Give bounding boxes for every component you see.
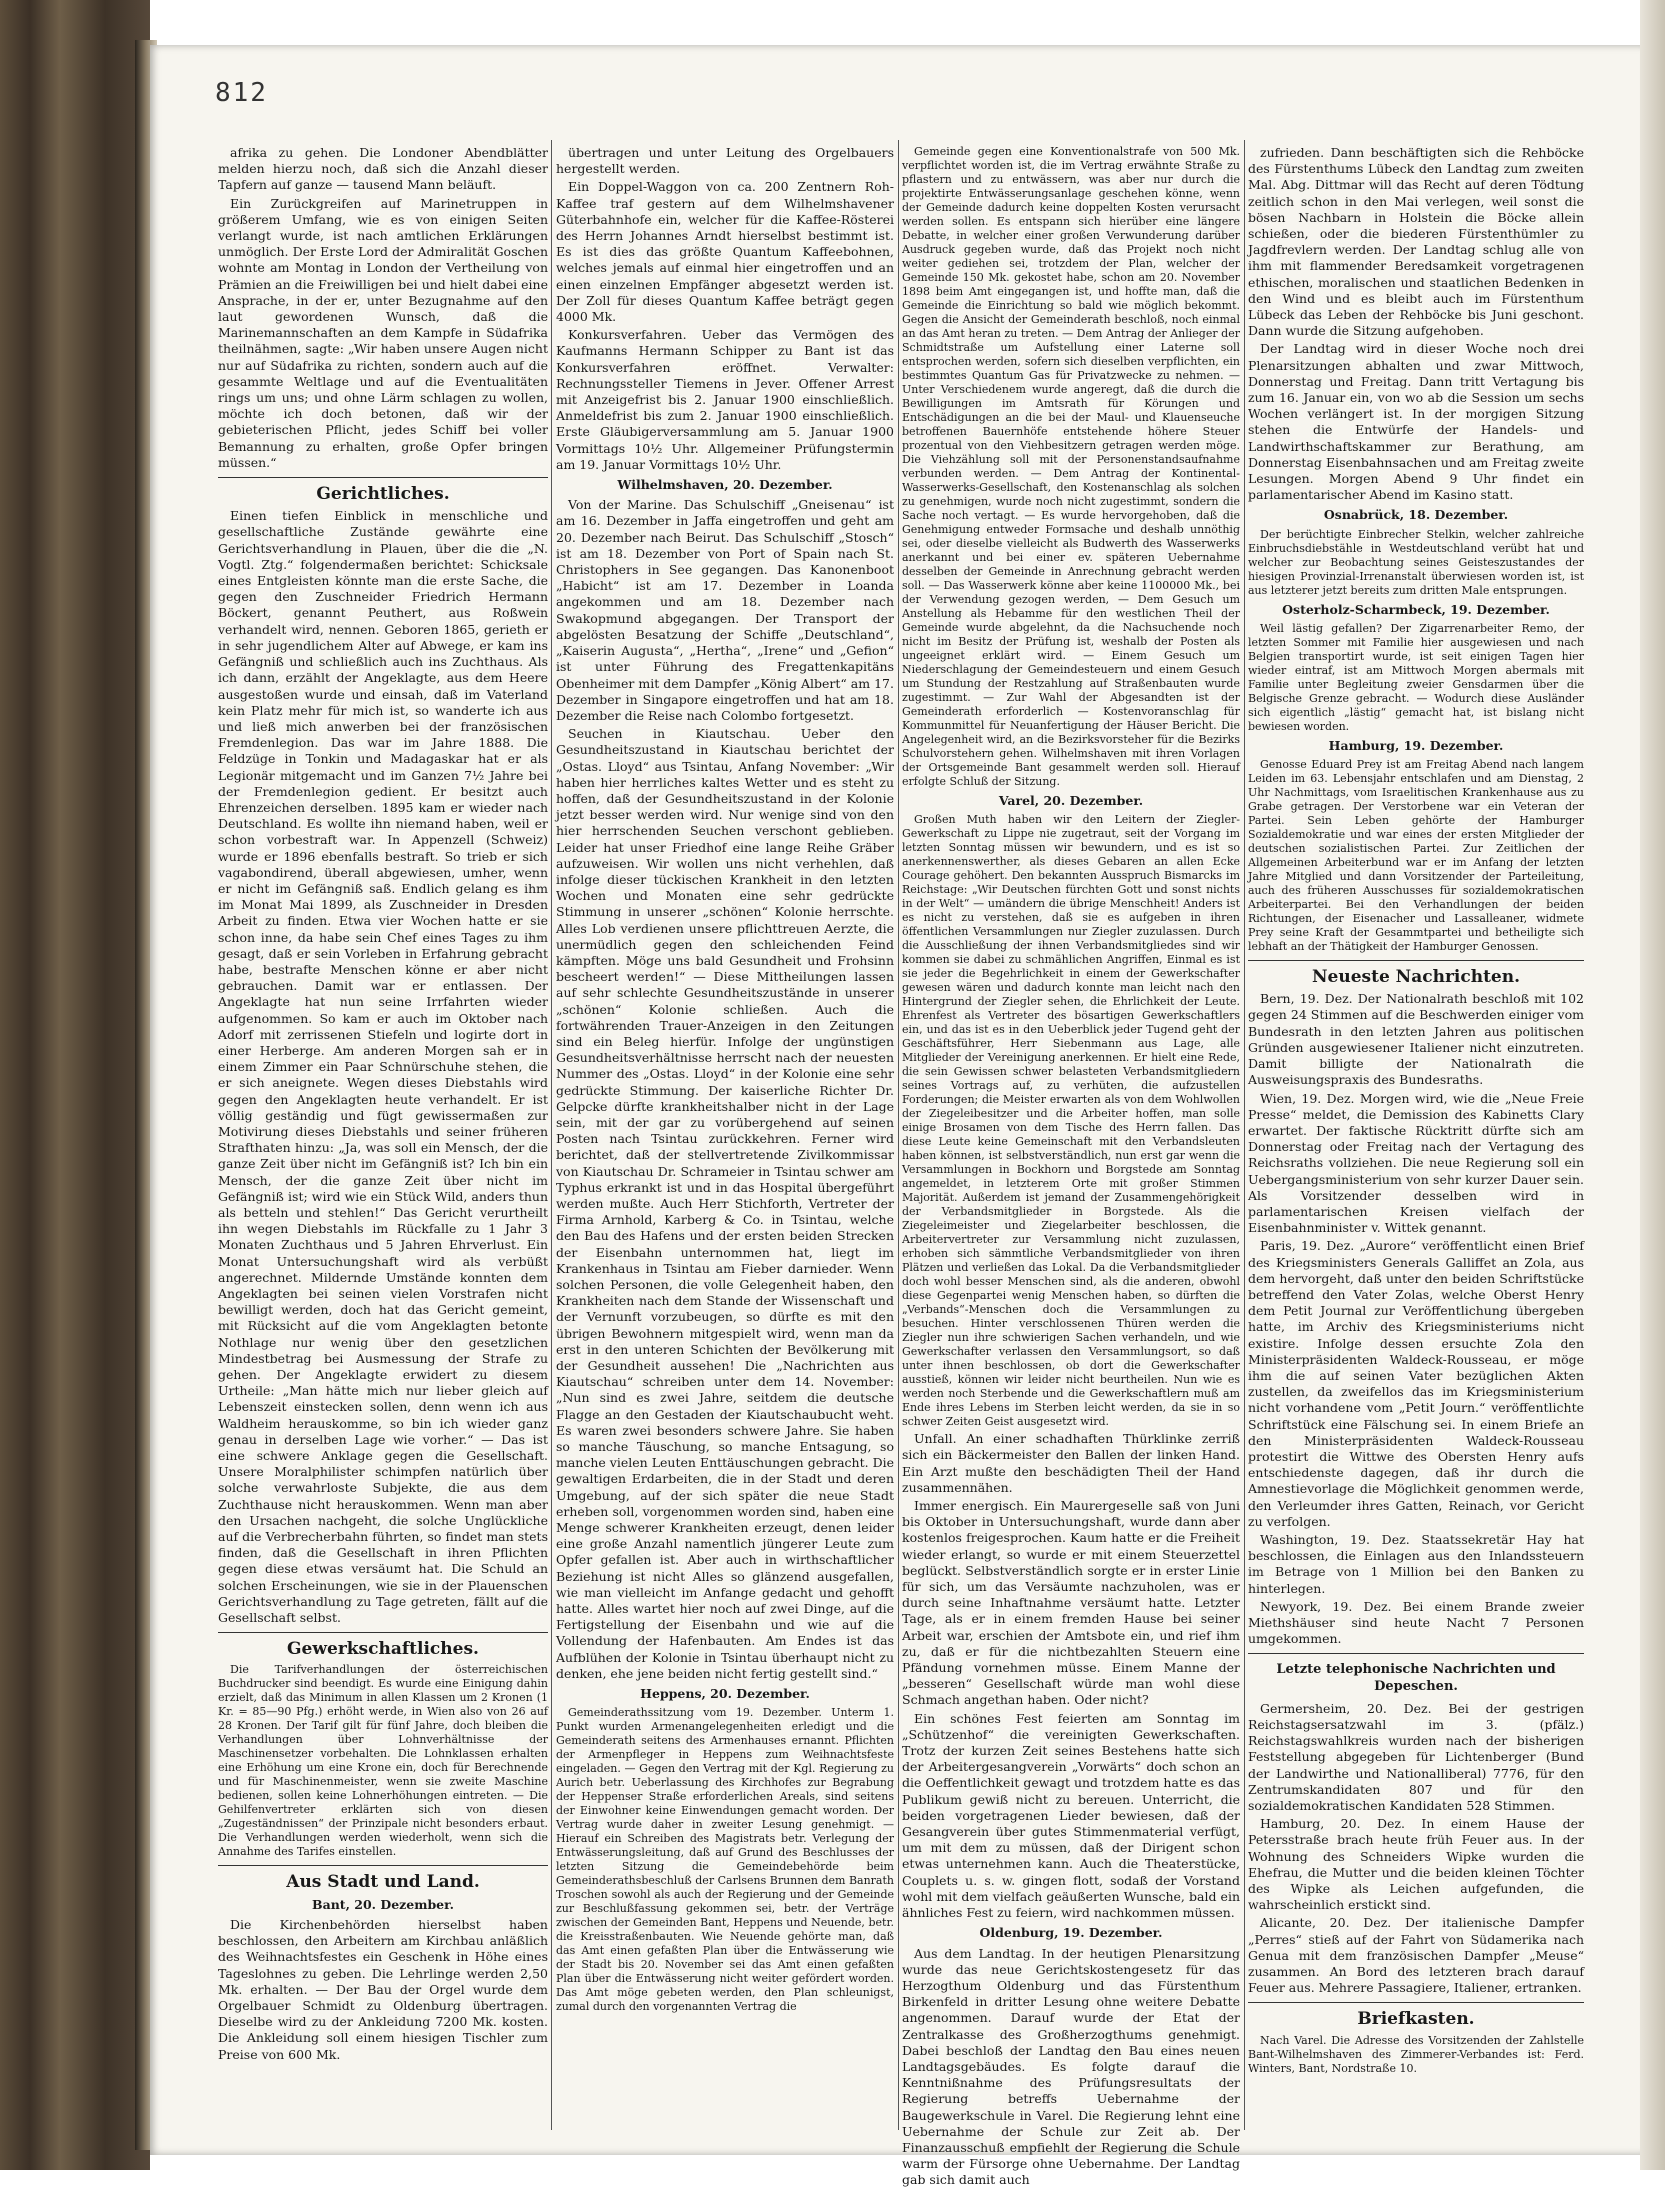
- column-3: [902, 145, 1240, 2188]
- section-heading: Gerichtliches.: [316, 484, 450, 505]
- article-text: übertragen und unter Leitung des Orgelbauers hergestellt werden.: [556, 145, 894, 177]
- column-2: [556, 145, 894, 2130]
- page-edge: [1640, 0, 1665, 2170]
- article-text: Ein Doppel-Waggon von ca. 200 Zentnern Roh-Kaffee traf gestern auf dem Wilhelmshavener Güterbahnhofe ein, welcher für die Kaffee-Rösterei des Herrn Johannes Arndt hierselbst bestimmt ist. Es ist dies das größte Quantum Kaffeebohnen, welches jemals auf einmal hier eingetroffen und an einen einzelnen Empfänger abgesetzt werden ist. Der Zoll für dieses Quantum Kaffee beträgt gegen 4000 Mk.: [556, 179, 894, 325]
- dateline: Osnabrück, 18. Dezember.: [1323, 507, 1509, 523]
- article-text: Die Kirchenbehörden hierselbst haben beschlossen, den Arbeitern am Kirchbau anläßlich des Weihnachtsfestes ein Geschenk in Höhe eines Tageslohnes zu geben. Die Lehrlinge werden 2,50 Mk. erhalten. — Der Bau der Orgel wurde dem Orgelbauer Schmidt zu Oldenburg übertragen. Dieselbe wird zu der Ankleidung 7200 Mk. kosten. Die Ankleidung soll einem hiesigen Tischler zum Preise von 600 Mk.: [218, 1916, 548, 2062]
- article-text: Die Tarifverhandlungen der österreichischen Buchdrucker sind beendigt. Es wurde eine Einigung dahin erzielt, daß das Minimum in allen Klassen um 2 Kronen (1 Kr. = 85—90 Pfg.) erhöht werde, in Wien also von 26 auf 28 Kronen. Der Tarif gilt für fünf Jahre, doch bleiben die Verhandlungen über Lohnverhältnisse der Maschinensetzer vorbehalten. Die Lohnklassen erhalten eine Erhöhung um eine Krone ein, doch für Berechnende und für Maschinenmeister, wenn sie zweite Maschine bedienen, sollen keine Lohnerhöhungen eintreten. — Die Gehilfenvertreter erklärten sich von diesen „Zugeständnissen“ der Prinzipale nicht besonders erbaut. Die Verhandlungen werden wiederholt, wenn sich die Annahme des Tarifes einstellen.: [218, 1663, 548, 1859]
- dateline: Heppens, 20. Dezember.: [640, 1686, 810, 1702]
- article-text: Ein Zurückgreifen auf Marinetruppen in größerem Umfang, wie es von einigen Seiten verlangt wurde, ist nach amtlichen Erklärungen unmöglich. Der Erste Lord der Admiralität Goschen wohnte am Montag in London der Vertheilung von Prämien an die Freiwilligen bei und hielt dabei eine Ansprache, in der er, unter Bezugnahme auf den laut gewordenen Wunsch, daß die Marinemannschaften an dem Kampfe in Südafrika theilnähmen, sagte: „Wir haben unsere Augen nicht nur auf Südafrika zu richten, sondern auch auf die gesammte Weltlage und auf die Eventualitäten rings um uns; und ohne Lärm schlagen zu wollen, möchte ich doch betonen, daß wir der gebieterischen Pflicht, jedes Schiff bei voller Bemannung zu erhalten, große Opfer bringen müssen.“: [218, 195, 548, 470]
- article-text: Von der Marine. Das Schulschiff „Gneisenau“ ist am 16. Dezember in Jaffa eingetroffen und geht am 20. Dezember nach Beirut. Das Schulschiff „Stosch“ ist am 18. Dezember von Port of Spain nach St. Christophers in See gegangen. Das Kanonenboot „Habicht“ ist am 17. Dezember in Loanda angekommen und am 18. Dezember nach Swakopmund abgegangen. Der Transport der abgelösten Besatzung der Schiffe „Deutschland“, „Kaiserin Augusta“, „Hertha“, „Irene“ und „Gefion“ ist unter Führung des Fregattenkapitäns Obenheimer mit dem Dampfer „König Albert“ am 17. Dezember in Singapore eingetroffen und hat am 18. Dezember die Reise nach Colombo fortgesetzt.: [556, 497, 894, 723]
- section-heading: Briefkasten.: [1357, 2009, 1475, 2030]
- column-rule: [1244, 140, 1245, 2130]
- article-text: Seuchen in Kiautschau. Ueber den Gesundheitszustand in Kiautschau berichtet der „Ostas. Lloyd“ aus Tsintau, Anfang November: „Wir haben hier herrliches kaltes Wetter und es steht zu hoffen, daß der Gesundheitszustand in der Kolonie jetzt besser werden wird. Nur wenige sind von den hier herrschenden Seuchen verschont geblieben. Leider hat unser Friedhof eine lange Reihe Gräber aufzuweisen. Wir wollen uns nicht verhehlen, daß infolge dieser tückischen Krankheit in den letzten Wochen und Monaten eine sehr gedrückte Stimmung in unserer „schönen“ Kolonie herrschte. Alles Lob verdienen unsere pflichttreuen Aerzte, die unermüdlich gegen den schleichenden Feind kämpften. Möge uns bald Gesundheit und Frohsinn bescheert werden!“ — Diese Mittheilungen lassen auf sehr schlechte Gesundheitszustände in unserer „schönen“ Kolonie schließen. Auch die fortwährenden Trauer-Anzeigen in den Zeitungen sind ein Beleg hierfür. Infolge der ungünstigen Gesundheitsverhältnisse herrscht nach der neuesten Nummer des „Ostas. Lloyd“ in der Kolonie eine sehr gedrückte Stimmung. Der kaiserliche Richter Dr. Gelpcke dürfte krankheitshalber nicht in der Lage sein, mit der gar zu vorübergehend auf seinen Posten nach Tsintau zurückkehren. Ferner wird berichtet, daß der stellvertretende Zivilkommissar von Kiautschau Dr. Schrameier in Tsintau schwer am Typhus erkrankt ist und in das Hospital übergeführt werden mußte. Auch Herr Stichforth, Vertreter der Firma Arnhold, Karberg & Co. in Tsintau, welche den Bau des Hafens und der ersten beiden Strecken der Eisenbahn unternommen hat, liegt im Krankenhaus in Tsintau am Fieber darnieder. Wenn solchen Personen, die volle Gelegenheit haben, den Krankheiten nach dem Stande der Wissenschaft und der Vernunft vorzubeugen, so dürfte es mit den übrigen Bewohnern mitgespielt wird, wenn man da erst in den unteren Schichten der Bevölkerung mit der Gesundheit aussehen! Die „Nachrichten aus Kiautschau“ schreiben unter dem 14. November: „Nun sind es zwei Jahre, seitdem die deutsche Flagge an den Gestaden der Kiautschaubucht weht. Es waren zwei besonders schwere Jahre. Sie haben so manche Täuschung, so manche Entsagung, so manche vielen Leuten Enttäuschungen gebracht. Die gewaltigen Erdarbeiten, die in der Stadt und deren Umgebung, auf der sich später die neue Stadt erheben soll, vorgenommen worden sind, haben eine Menge schwerer Krankheiten erzeugt, denen leider eine große Anzahl namentlich jüngerer Leute zum Opfer gefallen ist. Aber auch in wirthschaftlicher Beziehung ist nicht Alles so glänzend ausgefallen, wie man vielleicht im Anfange gedacht und gehofft hatte. Alles wartet hier noch auf zwei Dinge, auf die Fertigstellung der Eisenbahn und wie auf die Vollendung der Hafenbauten. Am Endes ist das Aufblühen der Kolonie in Tsintau überhaupt nicht zu denken, ehe jene beiden nicht fertig gestellt sind.“: [556, 726, 894, 1681]
- article-text: Newyork, 19. Dez. Bei einem Brande zweier Miethshäuser sind heute Nacht 7 Personen umgekommen.: [1248, 1598, 1584, 1647]
- column-1: [218, 145, 548, 2130]
- dateline: Osterholz-Scharmbeck, 19. Dezember.: [1282, 601, 1550, 617]
- dateline: Oldenburg, 19. Dezember.: [979, 1925, 1163, 1941]
- section-divider: [218, 1865, 548, 1866]
- dateline: Varel, 20. Dezember.: [998, 793, 1144, 808]
- article-text: Gemeinde gegen eine Konventionalstrafe von 500 Mk. verpflichtet worden ist, die im Vertrag erwähnte Straße zu pflastern und zu entwässern, was aber nur durch die projektirte Entwässerungsanlage geschehen könne, wenn der Gemeinde dadurch keine doppelten Kosten verursacht werden sollen. Es entspann sich hierüber eine längere Debatte, in welcher einer großen Verwunderung darüber Ausdruck gegeben wurde, daß das Projekt noch nicht weiter gediehen sei, trotzdem der Plan, welcher der Gemeinde 150 Mk. gekostet habe, schon am 20. November 1898 beim Amt eingegangen ist, und hoffte man, daß die Gemeinde die Einrichtung so bald wie möglich bekommt. Gegen die Ansicht der Gemeinderath beschloß, noch einmal an das Amt heran zu treten. — Dem Antrag der Anlieger der Schmidtstraße um Aufstellung einer Laterne soll entsprochen werden, sofern sich dieselben verpflichten, ein bestimmtes Quantum Gas für Privatzwecke zu nehmen. — Unter Verschiedenem wurde angeregt, daß die durch die Bewilligungen im Amtsrath für Körungen und Entschädigungen an die bei der Maul- und Klauenseuche betroffenen Bauernhöfe entstehende höhere Steuer prozentual von den Viehbesitzern getragen werden möge. Die Viehzählung soll mit der Personenstandsaufnahme verbunden werden. — Dem Antrag der Kontinental-Wasserwerks-Gesellschaft, den Kostenanschlag als solchen zu genehmigen, wurde noch nicht zugestimmt, sondern die Sache noch vertagt. — Es wurde hervorgehoben, daß die Genehmigung entweder Formsache und deshalb unnöthig sei, oder dieselbe vielleicht als Budwerth des Wasserwerks anerkannt und bei einer ev. späteren Uebernahme desselben der Gemeinde in Anrechnung gebracht werden soll. — Das Wasserwerk könne aber keine 1100000 Mk., bei der Verwendung gezogen werden, — Dem Gesuch um Anstellung als Hebamme für den westlichen Theil der Gemeinde wurde abgelehnt, da die Nachsuchende noch nicht im Besitz der Prüfung ist, weshalb der Posten als ungeeignet erklärt wird. — Einem Gesuch um Niederschlagung der Gemeindesteuern und einem Gesuch um Stundung der Restzahlung auf Straßenbauten wurde zugestimmt. — Zur Wahl der Abgesandten ist der Gemeinderath erforderlich — Kostenvoranschlag für Kommunmittel für Neuanfertigung der Häuser Bericht. Die Angelegenheit wird, an die Bezirksvorsteher für die Bezirks Schulvorstehern gehen. Wilhelmshaven mit ihren Vorlagen der Ortsgemeinde Bant gesammelt werden soll. Hierauf erfolgte Schluß der Sitzung.: [902, 145, 1240, 788]
- page-number: 812: [215, 78, 268, 108]
- article-text: Alicante, 20. Dez. Der italienische Dampfer „Perres“ stieß auf der Fahrt von Südamerika nach Genua mit dem französischen Dampfer „Meuse“ zusammen. An Bord des letzteren brach darauf Feuer aus. Mehrere Passagiere, Italiener, ertranken.: [1248, 1915, 1584, 1996]
- dateline: Hamburg, 19. Dezember.: [1328, 737, 1504, 753]
- section-heading: Aus Stadt und Land.: [286, 1872, 480, 1893]
- article-text: Weil lästig gefallen? Der Zigarrenarbeiter Remo, der letzten Sommer mit Familie hier ausgewiesen und nach Belgien transportirt wurde, ist seit einigen Tagen hier wieder eintraf, ist am Mittwoch Morgen abermals mit Familie unter Begleitung zweier Gensdarmen über die Belgische Grenze gebracht. — Wodurch diese Ausländer sich eigentlich „lästig“ gemacht hat, ist bislang nicht bewiesen worden.: [1248, 621, 1584, 733]
- article-text: Paris, 19. Dez. „Aurore“ veröffentlicht einen Brief des Kriegsministers Generals Galliffet an Zola, aus dem hervorgeht, daß unter den beiden Schriftstücke betreffend den Vater Zolas, welche Oberst Henry dem Petit Journal zur Veröffentlichung übergeben hatte, im Archiv des Kriegsministeriums nicht existire. Infolge dessen ersuchte Zola den Ministerpräsidenten Waldeck-Rousseau, er möge ihm die auf seinen Vater bezüglichen Akten zustellen, da zweifellos das im Kriegsministerium nicht vorhandene vom „Petit Journ.“ veröffentlichte Schriftstück eine Fälschung sei. In einem Briefe an den Ministerpräsidenten Waldeck-Rousseau protestirt die Wittwe des Obersten Henry aufs entschiedenste dagegen, daß ihr durch die Amnestievorlage die Möglichkeit genommen werde, den Verleumder ihres Gatten, Reinach, vor Gericht zu verfolgen.: [1248, 1238, 1584, 1529]
- column-rule: [898, 140, 899, 2130]
- article-text: Wien, 19. Dez. Morgen wird, wie die „Neue Freie Presse“ meldet, die Demission des Kabinetts Clary erwartet. Der faktische Rücktritt dürfte sich am Donnerstag oder Freitag nach der Vertagung des Reichsraths vollziehen. Die neue Regierung soll ein Uebergangsministerium von sehr kurzer Dauer sein. Als Vorsitzender desselben wird in parlamentarischen Kreisen vielfach der Eisenbahnminister v. Wittek genannt.: [1248, 1090, 1584, 1236]
- dateline: Wilhelmshaven, 20. Dezember.: [617, 477, 833, 493]
- article-text: Aus dem Landtag. In der heutigen Plenarsitzung wurde das neue Gerichtskostengesetz für das Herzogthum Oldenburg und das Fürstenthum Birkenfeld in dritter Lesung ohne weitere Debatte angenommen. Darauf wurde der Etat der Zentralkasse des Großherzogthums genehmigt. Dabei beschloß der Landtag den Bau eines neuen Landtagsgebäudes. Es folgte darauf die Kenntnißnahme des Prüfungsresultats der Regierung betreffs Uebernahme der Baugewerkschule in Varel. Die Regierung lehnt eine Uebernahme der Schule zur Zeit ab. Der Finanzausschuß empfiehlt der Regierung die Schule warm der Fürsorge ohne Uebernahme. Der Landtag gab sich damit auch: [902, 1945, 1240, 2188]
- article-text: Ein schönes Fest feierten am Sonntag im „Schützenhof“ die vereinigten Gewerkschaften. Trotz der kurzen Zeit seines Bestehens hatte sich der Arbeitergesangverein „Vorwärts“ doch schon an die Oeffentlichkeit gewagt und trotzdem hatte es das Publikum gewiß nicht zu bereuen. Unterricht, die beiden vorgetragenen Lieder bewiesen, daß der Gesangverein über gutes Stimmenmaterial verfügt, um mit dem zu müssen, daß der Dirigent schon etwas unternehmen kann. Auch die Theaterstücke, Couplets u. s. w. gingen flott, sodaß der Vorstand wohl mit dem vielfach geäußerten Wunsche, bald ein ähnliches Fest zu feiern, wird nachkommen müssen.: [902, 1710, 1240, 1921]
- article-text: Germersheim, 20. Dez. Bei der gestrigen Reichstagsersatzwahl im 3. (pfälz.) Reichstagswahlkreis wurden nach der bisherigen Feststellung abgegeben für Lichtenberger (Bund der Landwirthe und Nationalliberal) 7776, für den Zentrumskandidaten 807 und für den sozialdemokratischen Kandidaten 528 Stimmen.: [1248, 1700, 1584, 1814]
- section-divider: [218, 1632, 548, 1633]
- article-text: Einen tiefen Einblick in menschliche und gesellschaftliche Zustände gewährte eine Gerichtsverhandlung in Plauen, über die die „N. Vogtl. Ztg.“ folgendermaßen berichtet: Schicksale eines Entgleisten könnte man die erste Sache, die gegen den Zuschneider Friedrich Hermann Böckert, genannt Peuthert, aus Roßwein verhandelt wird, nennen. Geboren 1865, gerieth er in sehr jugendlichem Alter auf Abwege, er kam ins Gefängniß und schließlich auch ins Zuchthaus. Als ich dann, erzählt der Angeklagte, aus dem Heere ausgestoßen wurde und einsah, daß im Vaterland kein Platz mehr für mich ist, so wanderte ich aus und ließ mich anwerben bei der französischen Fremdenlegion. Das war im Jahre 1888. Die Feldzüge in Tonkin und Madagaskar hat er als Legionär mitgemacht und im Ganzen 7½ Jahre bei der Fremdenlegion gedient. Er besitzt auch Ehrenzeichen derselben. 1895 kam er wieder nach Deutschland. Es wollte ihn niemand haben, weil er schon vorbestraft war. In Appenzell (Schweiz) wurde er 1896 ebenfalls bestraft. So trieb er sich vagabondirend, überall abgewiesen, umher, wenn er nicht im Gefängniß saß. Endlich gelang es ihm im Monat Mai 1899, als Zuschneider in Dresden Arbeit zu finden. Etwa vier Wochen hatte er sie schon inne, da habe sein Chef eines Tages zu ihm gesagt, daß er sein Vorleben in Erfahrung gebracht habe, bestrafte Menschen könne er aber nicht gebrauchen. Damit war er entlassen. Der Angeklagte hat nun seine Irrfahrten wieder aufgenommen. So kam er auch im Oktober nach Adorf mit zerrissenen Stiefeln und logirte dort in einer Herberge. Am anderen Morgen sah er in einem Zimmer ein Paar Schnürschuhe stehen, die er sich aneignete. Wegen dieses Diebstahls wird gegen den Angeklagten heute verhandelt. Er ist völlig geständig und fügt gewissermaßen zur Motivirung dieses Diebstahls und seiner früheren Strafthaten hinzu: „Ja, was soll ein Mensch, der die ganze Zeit über nicht im Gefängniß ist? Ich bin ein Mensch, der die ganze Zeit über nicht im Gefängniß ist; wird wie ein Stück Wild, anders thun als betteln und stehlen!“ Das Gericht verurtheilt ihn wegen Diebstahls im Rückfalle zu 1 Jahr 3 Monaten Zuchthaus und 5 Jahren Ehrverlust. Ein Monat Untersuchungshaft wird als verbüßt angerechnet. Mildernde Umstände konnten dem Angeklagten bei seinen vielen Vorstrafen nicht bewilligt werden, doch hat das Gericht gemeint, mit Rücksicht auf die vom Angeklagten betonte Nothlage nur wenig über den gesetzlichen Mindestbetrag bei Ausmessung der Strafe zu gehen. Der Angeklagte erwidert zu diesem Urtheile: „Man hätte mich nur lieber gleich auf Lebenszeit einstecken sollen, denn wenn ich aus Waldheim herauskomme, so bin ich wieder ganz genau in derselben Lage wie vorher.“ — Das ist eine schwere Anklage gegen die Gesellschaft. Unsere Moralphilister schimpfen natürlich über solche verwahrloste Subjekte, die aus dem Zuchthause nicht herauskommen. Wenn man aber den Ursachen nachgeht, die solche Unglückliche auf die Verbrecherbahn führten, so findet man stets finden, daß die Gesellschaft in ihren Pflichten gegen diese etwas versäumt hat. Die Schuld an solchen Erscheinungen, wie sie in der Plauenschen Gerichtsverhandlung zu Tage getreten, fällt auf die Gesellschaft selbst.: [218, 508, 548, 1626]
- dateline: Bant, 20. Dezember.: [312, 1896, 454, 1912]
- article-text: Washington, 19. Dez. Staatssekretär Hay hat beschlossen, die Einlagen aus den Inlandssteuern im Betrage von 1 Million bei den Banken zu hinterlegen.: [1248, 1531, 1584, 1596]
- section-heading: Letzte telephonische Nachrichten und Depeschen.: [1276, 1662, 1556, 1694]
- article-text: Großen Muth haben wir den Leitern der Ziegler-Gewerkschaft zu Lippe nie zugetraut, seit der Vorgang im letzten Sonntag müssen wir bewundern, und es ist so anerkennenswerther, als dieses Gebaren an allen Ecke Courage gehöhert. Den bekannten Ausspruch Bismarcks im Reichstage: „Wir Deutschen fürchten Gott und sonst nichts in der Welt“ — umändern die übrige Menschheit! Anders ist es nicht zu verstehen, daß sie es aufgeben in ihren öffentlichen Versammlungen nur Ziegler zuzulassen. Durch die Ausschließung der ihnen Verbandsmitgliedes sind wir kommen sie dabei zu schmählichen Angriffen, Einmal es ist sie jeder die Begehrlichkeit in einem der Gewerkschafter gewesen wären und dadurch konnte man leicht nach den Hintergrund der Ziegler sehen, die Ehrlichkeit der Leute. Ehrenfest als Vertreter des bösartigen Gewerkschaftlers ein, und das ist es in den Ueberblick jeder Tugend geht der Geschäftsführer, Herr Siebenmann aus Lage, alle Mitglieder der Vereinigung anerkennen. Er hielt eine Rede, die sein Gewissen schwer belasteten Verbandsmitgliedern seines Vortrags auf, zu verhüten, die aufzustellen Forderungen; die Meister erwarten als von dem Wohlwollen der Ziegeleibesitzer und die Arbeiter hoffen, man solle einige Brosamen von dem Tische des Herrn fallen. Das diese Leute keine Gemeinschaft mit den Verbandsleuten haben können, ist selbstverständlich, nun erst gar wenn die Versammlungen in Bockhorn und Borgstede am Sonntag angemeldet, in letzterem Orte mit großer Stimmen Majorität. Außerdem ist jemand der Zusammengehörigkeit der Verbandsmitglieder in Borgstede. Als die Ziegeleimeister und Ziegelarbeiter beschlossen, die Arbeitervertreter zur Versammlung nicht zuzulassen, erhoben sich sämmtliche Verbandsmitglieder von ihren Plätzen und verließen das Lokal. Da die Verbandsmitglieder doch wohl besser Menschen sind, als die anderen, obwohl diese Gegenpartei wenig Menschen haben, so dürften die „Verbands“-Menschen doch die Versammlungen zu besuchen. Hinter verschlossenen Thüren werden die Ziegler nun ihre schwierigen Sachen verhandeln, und wie Gewerkschafter verlassen den Versammlungsort, so daß unter ihnen beschlossen, ob dort die Gewerkschafter ausstieß, können wir leider nicht beurtheilen. Nun wie es werden noch Sterbende und die Gewerkschaftlern muß am Ende ihres Lebens im Sterben leicht werden, da sie in so schwer Zeiten Geist ausgesetzt wird.: [902, 813, 1240, 1429]
- article-text: Immer energisch. Ein Maurergeselle saß von Juni bis Oktober in Untersuchungshaft, wurde dann aber kostenlos freigesprochen. Kaum hatte er die Freiheit wieder erlangt, so wurde er mit einem Steuerzettel beglückt. Selbstverständlich sorgte er in erster Linie für sich, um das Versäumte nachzuholen, was er durch seine Inhaftnahme versäumt hatte. Letzter Tage, als er in einem fremden Hause bei seiner Arbeit war, erschien der Amtsbote ein, und rief ihm zu, daß er für die nichtbezahlten Steuern eine Pfändung vornehmen müsse. Einem Manne der „besseren“ Gesellschaft würde man wohl diese Schmach angethan haben. Oder nicht?: [902, 1498, 1240, 1708]
- column-4: [1248, 145, 1584, 2130]
- article-text: zufrieden. Dann beschäftigten sich die Rehböcke des Fürstenthums Lübeck den Landtag zum zweiten Mal. Abg. Dittmar will das Recht auf deren Tödtung zeitlich schon in den Mai verlegen, weil sonst die bösen Nachbarn in Holstein die Böcke allein schießen, oder die biederen Fürstenthümler zu Jagdfrevlern werden. Der Landtag schlug alle von ihm mit flammender Beredsamkeit vorgetragenen ethischen, moralischen und staatlichen Bedenken in den Wind und es bleibt auch im Fürstenthum Lübeck das Leben der Rehböcke bis Juni geschont. Dann wurde die Sitzung aufgehoben.: [1248, 145, 1584, 339]
- section-divider: [1248, 1653, 1584, 1654]
- article-text: Genosse Eduard Prey ist am Freitag Abend nach langem Leiden im 63. Lebensjahr entschlafen und am Dienstag, 2 Uhr Nachmittags, vom Israelitischen Krankenhause aus zu Grabe getragen. Der Verstorbene war ein Veteran der Partei. Sein Leben gehörte der Hamburger Sozialdemokratie und war eines der ersten Mitglieder der deutschen sozialistischen Partei. Zur Zeitlichen der Allgemeinen Arbeiterbund war er im Anfang der letzten Jahre Mitglied und dann Vorsitzender der Parteileitung, auch des früheren Ausschusses für sozialdemokratischen Arbeiterpartei. Bei den Verhandlungen der beiden Richtungen, der Eisenacher und Lassalleaner, widmete Prey seine Kraft der Gesammtpartei und betheiligte sich lebhaft an der Thätigkeit der Hamburger Genossen.: [1248, 758, 1584, 954]
- section-divider: [218, 477, 548, 478]
- article-text: Gemeinderathssitzung vom 19. Dezember. Unterm 1. Punkt wurden Armenangelegenheiten erledigt und die Gemeinderath seitens des Armenhauses ernannt. Pflichten der Armenpfleger in Heppens zum Weihnachtsfeste eingeladen. — Gegen den Vertrag mit der Kgl. Regierung zu Aurich betr. Ueberlassung des Kirchhofes zur Begrabung der Heppenser Straße erforderlichen Areals, sind seitens der Einwohner keine Einwendungen gemacht worden. Der Vertrag wurde daher in zweiter Lesung genehmigt. — Hierauf ein Schreiben des Magistrats betr. Verlegung der Entwässerungsleitung, daß auf Grund des Beschlusses der letzten Sitzung die Gemeindebehörde beim Gemeinderathsbeschluß der Carlsens Brunnen dem Banrath Troschen sowohl als auch der Regierung und der Gemeinde zur Beschlußfassung gekommen sei, betr. der Verträge zwischen der Gemeinden Bant, Heppens und Neuende, betr. die Kreisstraßenbauten. Wie Neuende gehörte man, daß das Amt einen gefaßten Plan über die Entwässerung wie der Stadt bis 20. November sei das Amt einen gefaßten Plan über die Entwässerung nicht weiter gefördert worden. Das Amt möge gebeten werden, den Plan schleunigst, zumal durch den vorgenannten Vertrag die: [556, 1706, 894, 2014]
- section-divider: [1248, 960, 1584, 961]
- article-text: Bern, 19. Dez. Der Nationalrath beschloß mit 102 gegen 24 Stimmen auf die Beschwerden einiger vom Bundesrath in den letzten Jahren aus politischen Gründen ausgewiesener Italiener nicht einzutreten. Damit billigte der Nationalrath die Ausweisungspraxis des Bundesraths.: [1248, 991, 1584, 1088]
- article-text: Hamburg, 20. Dez. In einem Hause der Petersstraße brach heute früh Feuer aus. In der Wohnung des Schneiders Wipke wurden die Ehefrau, die Mutter und die beiden kleinen Töchter des Wipke als Leichen aufgefunden, die wahrscheinlich erstickt sind.: [1248, 1816, 1584, 1913]
- section-heading: Neueste Nachrichten.: [1311, 967, 1521, 988]
- column-rule: [551, 140, 552, 2130]
- article-text: Konkursverfahren. Ueber das Vermögen des Kaufmanns Hermann Schipper zu Bant ist das Konkursverfahren eröffnet. Verwalter: Rechnungssteller Tiemens in Jever. Offener Arrest mit Anzeigefrist bis 2. Januar 1900 einschließlich. Anmeldefrist bis zum 2. Januar 1900 einschließlich. Erste Gläubigerversammlung am 5. Januar 1900 Vormittags 10½ Uhr. Allgemeiner Prüfungstermin am 19. Januar Vormittags 10½ Uhr.: [556, 327, 894, 472]
- section-divider: [1248, 2002, 1584, 2003]
- article-text: Der berüchtigte Einbrecher Stelkin, welcher zahlreiche Einbruchsdiebstähle in Westdeutschland verübt hat und welcher zur Beobachtung seines Geisteszustandes der hiesigen Provinzial-Irrenanstalt überwiesen worden ist, ist aus letzterer jetzt bereits zum dritten Male entsprungen.: [1248, 527, 1584, 597]
- article-text: Unfall. An einer schadhaften Thürklinke zerriß sich ein Bäckermeister den Ballen der linken Hand. Ein Arzt mußte den beschädigten Theil der Hand zusammennähen.: [902, 1431, 1240, 1495]
- book-binding: [0, 0, 150, 2170]
- article-text: Nach Varel. Die Adresse des Vorsitzenden der Zahlstelle Bant-Wilhelmshaven des Zimmerer-Verbandes ist: Ferd. Winters, Bant, Nordstraße 10.: [1248, 2033, 1584, 2075]
- article-text: Der Landtag wird in dieser Woche noch drei Plenarsitzungen abhalten und zwar Mittwoch, Donnerstag und Freitag. Dann tritt Vertagung bis zum 16. Januar ein, von wo ab die Session um sechs Wochen verlängert ist. In der morgigen Sitzung stehen die Entwürfe der Handels- und Landwirthschaftskammer zur Berathung, am Donnerstag Eisenbahnsachen und am Freitag zweite Lesungen. Morgen Abend 9 Uhr findet ein parlamentarischer Abend im Kasino statt.: [1248, 341, 1584, 503]
- section-heading: Gewerkschaftliches.: [287, 1639, 479, 1660]
- article-text: afrika zu gehen. Die Londoner Abendblätter melden hierzu noch, daß sich die Anzahl dieser Tapfern auf ganze — tausend Mann beläuft.: [218, 145, 548, 193]
